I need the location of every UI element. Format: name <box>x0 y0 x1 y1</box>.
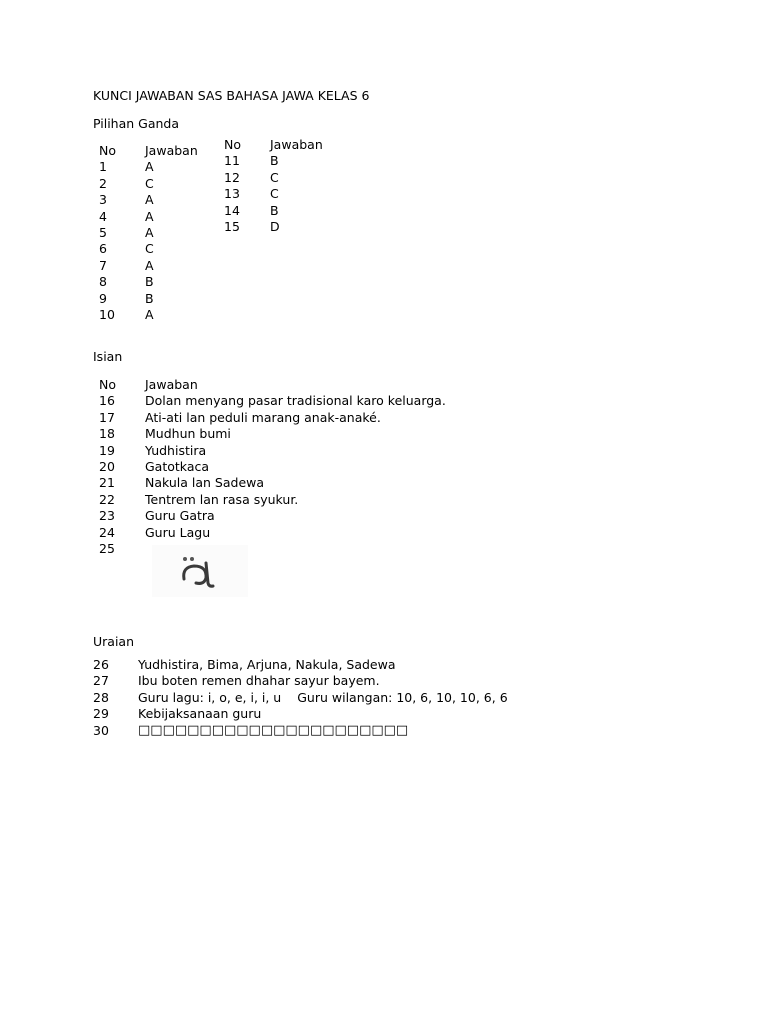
answer-text: B <box>270 202 279 218</box>
table-row <box>93 690 508 706</box>
answer-text: Gatotkaca <box>145 458 210 474</box>
table-row <box>99 475 446 491</box>
answer-text: Dolan menyang pasar tradisional karo keluarga. <box>145 393 446 409</box>
answer-text: A <box>145 306 154 322</box>
table-row <box>99 159 198 175</box>
table-row <box>93 657 508 673</box>
document-title: KUNCI JAWABAN SAS BAHASA JAWA KELAS 6 <box>93 88 370 103</box>
table-row <box>99 176 198 192</box>
table-row <box>93 706 508 722</box>
row-number: 19 <box>99 442 115 458</box>
table-row <box>99 525 446 541</box>
row-number: 2 <box>99 175 107 191</box>
row-number: 3 <box>99 192 107 208</box>
row-number: 16 <box>99 393 115 409</box>
answer-text: Guru Gatra <box>145 508 215 524</box>
table-row <box>93 723 508 739</box>
row-number: 15 <box>224 218 240 234</box>
table-row <box>99 410 446 426</box>
answer-text <box>138 690 508 706</box>
row-number: 30 <box>93 722 109 738</box>
row-number: 21 <box>99 475 115 491</box>
answer-text: Ati-ati lan peduli marang anak-anaké. <box>145 409 381 425</box>
isian-table <box>99 377 446 557</box>
answer-text: A <box>145 159 154 175</box>
row-number: 24 <box>99 524 115 540</box>
row-number: 27 <box>93 673 109 689</box>
row-number: 7 <box>99 257 107 273</box>
answer-text: C <box>145 175 154 191</box>
section-heading-uraian: Uraian <box>93 634 135 649</box>
row-number: 4 <box>99 208 107 224</box>
answer-text: A <box>145 208 154 224</box>
answer-text: Kebijaksanaan guru <box>138 706 262 722</box>
row-number: 23 <box>99 508 115 524</box>
table-row <box>99 492 446 508</box>
table-header <box>99 377 446 393</box>
table-row <box>99 225 198 241</box>
answer-text: B <box>145 290 154 306</box>
table-row <box>99 508 446 524</box>
table-row <box>224 203 323 219</box>
row-number: 29 <box>93 706 109 722</box>
answer-text: Tentrem lan rasa syukur. <box>145 491 299 507</box>
table-row <box>224 186 323 202</box>
pilihan-ganda-table-2 <box>224 137 323 235</box>
table-header <box>99 143 198 159</box>
answer-text: A <box>145 192 154 208</box>
row-number: 17 <box>99 409 115 425</box>
table-row <box>99 426 446 442</box>
answer-text: Yudhistira <box>145 442 207 458</box>
row-number: 9 <box>99 290 107 306</box>
javanese-character-image <box>152 545 248 597</box>
uraian-table <box>93 657 508 739</box>
table-row <box>99 241 198 257</box>
table-row <box>99 209 198 225</box>
answer-text: C <box>145 241 154 257</box>
answer-text: C <box>270 186 279 202</box>
answer-text: B <box>145 274 154 290</box>
column-header-jawaban: Jawaban <box>145 143 198 158</box>
table-row <box>224 219 323 235</box>
table-row <box>93 673 508 689</box>
answer-text: Mudhun bumi <box>145 426 231 442</box>
row-number: 13 <box>224 186 240 202</box>
row-number: 11 <box>224 153 240 169</box>
guru-wilangan-text: Guru wilangan: 10, 6, 10, 10, 6, 6 <box>297 689 508 705</box>
column-header-no: No <box>99 377 116 392</box>
answer-text: Yudhistira, Bima, Arjuna, Nakula, Sadewa <box>138 657 396 672</box>
answer-text: Guru Lagu <box>145 524 211 540</box>
missing-glyph-text: □□□□□□□□□□□□□□□□□□□□□□ <box>138 722 409 738</box>
table-row <box>99 274 198 290</box>
table-row <box>99 291 198 307</box>
table-row <box>99 258 198 274</box>
answer-text: C <box>270 169 279 185</box>
answer-text: A <box>145 224 154 240</box>
row-number: 14 <box>224 202 240 218</box>
section-heading-isian: Isian <box>93 349 123 364</box>
row-number: 26 <box>93 657 109 672</box>
column-header-jawaban: Jawaban <box>145 377 198 392</box>
table-header <box>224 137 323 153</box>
column-header-jawaban: Jawaban <box>270 137 323 152</box>
answer-text: A <box>145 257 154 273</box>
table-row <box>99 307 198 323</box>
answer-text: B <box>270 153 279 169</box>
answer-text: Ibu boten remen dhahar sayur bayem. <box>138 673 380 689</box>
row-number: 5 <box>99 224 107 240</box>
row-number: 25 <box>99 540 115 556</box>
answer-text: D <box>270 218 280 234</box>
row-number: 12 <box>224 169 240 185</box>
row-number: 10 <box>99 306 115 322</box>
row-number: 6 <box>99 241 107 257</box>
answer-text: Nakula lan Sadewa <box>145 475 265 491</box>
table-row <box>224 170 323 186</box>
table-row <box>224 153 323 169</box>
row-number: 28 <box>93 689 109 705</box>
row-number: 1 <box>99 159 107 175</box>
row-number: 8 <box>99 274 107 290</box>
table-row <box>99 393 446 409</box>
pilihan-ganda-table-1 <box>99 143 198 323</box>
table-row <box>99 192 198 208</box>
table-row <box>99 443 446 459</box>
guru-lagu-text: Guru lagu: i, o, e, i, i, u <box>138 689 282 705</box>
column-header-no: No <box>99 143 116 158</box>
column-header-no: No <box>224 137 241 152</box>
table-row <box>99 459 446 475</box>
section-heading-pilihan-ganda: Pilihan Ganda <box>93 116 180 131</box>
row-number: 22 <box>99 491 115 507</box>
row-number: 20 <box>99 458 115 474</box>
row-number: 18 <box>99 426 115 442</box>
